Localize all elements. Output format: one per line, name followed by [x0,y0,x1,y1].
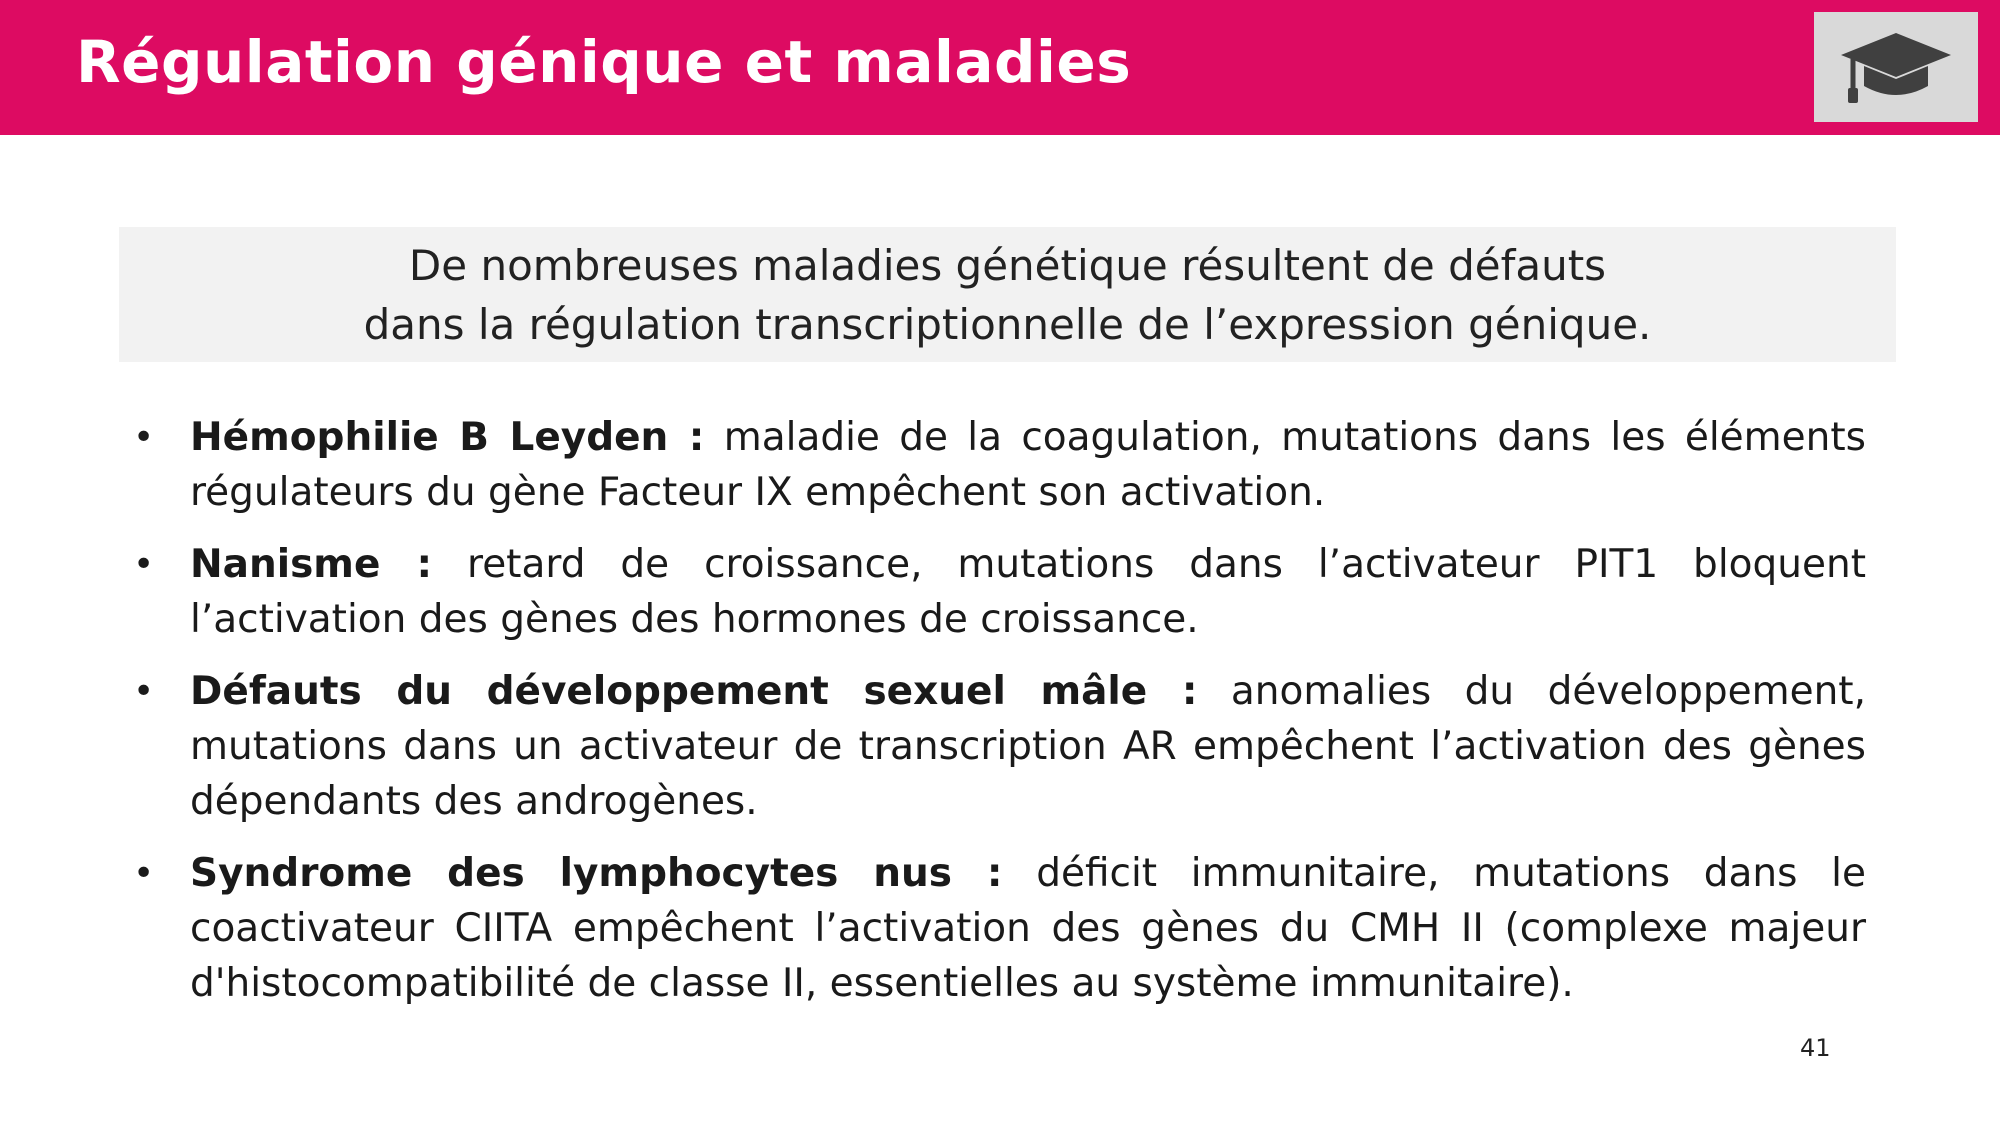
disease-list [130,410,1866,1028]
disease-name: Défauts du développement sexuel mâle : [190,669,1198,714]
bullet-icon: • [133,544,155,585]
bullet-icon: • [133,853,155,894]
page-number: 41 [1800,1034,1831,1062]
disease-description: maladie de la coagulation, mutations dans les éléments régulateurs du gène Facteur IX empêchent son activation. [190,415,1866,515]
title-bar [0,0,2000,135]
slide-title: Régulation génique et maladies [76,28,1132,96]
list-item [130,664,1866,829]
disease-name: Hémophilie B Leyden : [190,415,705,460]
list-item [130,537,1866,647]
intro-line-1: De nombreuses maladies génétique résultent de défauts [408,241,1607,290]
intro-box [119,227,1896,362]
logo-box [1814,12,1978,122]
disease-description: déficit immunitaire, mutations dans le coactivateur CIITA empêchent l’activation des gènes du CMH II (complexe majeur d'histocompatibilité de classe II, essentielles au système immunitaire). [190,851,1866,1006]
disease-name: Syndrome des lymphocytes nus : [190,851,1003,896]
list-item [130,410,1866,520]
intro-line-2: dans la régulation transcriptionnelle de l’expression génique. [363,300,1652,349]
disease-description: anomalies du développement, mutations dans un activateur de transcription AR empêchent l’activation des gènes dépendants des androgènes. [190,669,1866,824]
bullet-icon: • [133,671,155,712]
bullet-icon: • [133,417,155,458]
graduation-cap-icon [1836,28,1956,108]
disease-name: Nanisme : [190,542,433,587]
list-item [130,846,1866,1011]
disease-description: retard de croissance, mutations dans l’activateur PIT1 bloquent l’activation des gènes des hormones de croissance. [190,542,1866,642]
